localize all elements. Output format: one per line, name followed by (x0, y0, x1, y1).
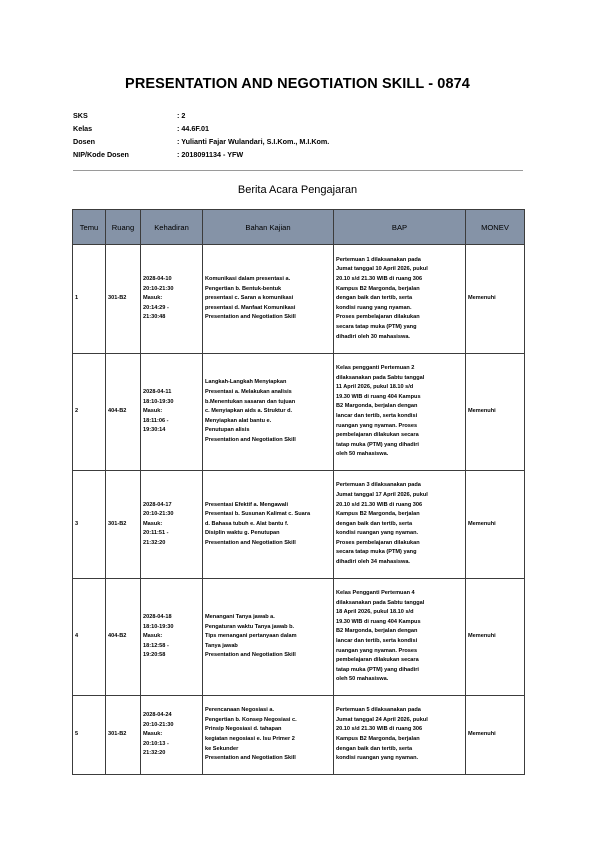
cell-kehadiran (141, 354, 203, 471)
bap-text: Pertemuan 3 dilaksanakan pada Jumat tanggal 17 April 2026, pukul 20.10 s/d 21.30 WIB di ruang 306 Kampus B2 Margonda, berjalan dengan baik dan tertib, serta kondisi ruangan yang nyaman. Proses pembelajaran dilakukan secara tatap muka (PTM) yang dihadiri oleh 34 mahasiswa. (336, 482, 428, 566)
meta-value: : 2018091134 - YFW (177, 150, 244, 159)
meta-row-nip (73, 150, 329, 163)
cell-bahan-kajian (203, 579, 334, 696)
kehadiran-text: 2028-04-11 18:10-19:30 Masuk: 18:11:06 - 19:30:14 (143, 389, 174, 434)
cell-bahan-kajian (203, 471, 334, 579)
cell-temu: 3 (73, 471, 106, 579)
column-header-ruang: Ruang (106, 210, 141, 245)
cell-temu: 4 (73, 579, 106, 696)
meta-value: : Yulianti Fajar Wulandari, S.I.Kom., M.I.Kom. (177, 137, 330, 146)
cell-bap (334, 471, 466, 579)
divider (73, 170, 523, 171)
cell-temu: 5 (73, 696, 106, 775)
cell-kehadiran (141, 471, 203, 579)
bahan-kajian-text: Komunikasi dalam presentasi a. Pengertian b. Bentuk-bentuk presentasi c. Saran a komunikasi presentasi d. Manfaat Komunikasi Presentation and Negotiation Skill (205, 276, 296, 321)
cell-monev: Memenuhi (466, 471, 525, 579)
bap-text: Pertemuan 1 dilaksanakan pada Jumat tanggal 10 April 2026, pukul 20.10 s/d 21.30 WIB di ruang 306 Kampus B2 Margonda, berjalan dengan baik dan tertib, serta kondisi ruang yang nyaman. Proses pembelajaran dilakukan secara tatap muka (PTM) yang dihadiri oleh 30 mahasiswa. (336, 256, 428, 340)
section-title: Berita Acara Pengajaran (237, 184, 358, 196)
cell-kehadiran (141, 579, 203, 696)
cell-bap (334, 354, 466, 471)
meta-value: : 2 (177, 111, 186, 120)
bahan-kajian-text: Presentasi Efektif a. Mengawali Presentasi b. Susunan Kalimat c. Suara d. Bahasa tubuh e. Alat bantu f. Disiplin waktu g. Penutupan Presentation and Negotiation Skill (205, 501, 311, 546)
cell-bahan-kajian (203, 696, 334, 775)
bap-text: Kelas pengganti Pertemuan 2 dilaksanakan pada Sabtu tanggal 11 April 2026, pukul 18.10 s/d 19.30 WIB di ruang 404 Kampus B2 Margonda, berjalan dengan lancar dan tertib, serta kondisi ruangan yang nyaman. Proses pembelajaran dilakukan secara tatap muka (PTM) yang dihadiri oleh 50 mahasiswa. (336, 365, 425, 458)
meta-row-dosen (73, 137, 329, 150)
table-row (73, 471, 525, 579)
table-row (73, 696, 525, 775)
cell-ruang: 301-B2 (106, 471, 141, 579)
column-header-bap: BAP (334, 210, 466, 245)
meta-label: NIP/Kode Dosen (73, 150, 129, 159)
cell-kehadiran (141, 696, 203, 775)
cell-bahan-kajian (203, 245, 334, 354)
kehadiran-text: 2028-04-18 18:10-19:30 Masuk: 18:12:58 - 19:20:58 (143, 614, 174, 659)
bahan-kajian-text: Perencanaan Negosiasi a. Pengertian b. Konsep Negosiasi c. Prinsip Negosiasi d. tahapan kegiatan negosiasi e. Isu Primer 2 ke Sekunder Presentation and Negotiation Skill (205, 707, 297, 762)
cell-kehadiran (141, 245, 203, 354)
table-header-row (73, 210, 525, 245)
meta-label: Kelas (73, 124, 93, 133)
column-header-kehadiran: Kehadiran (141, 210, 203, 245)
column-header-monev: MONEV (466, 210, 525, 245)
table-row (73, 354, 525, 471)
meta-value: : 44.6F.01 (177, 124, 209, 133)
table-row (73, 579, 525, 696)
table-row (73, 245, 525, 354)
meta-label: SKS (73, 111, 88, 120)
cell-ruang: 404-B2 (106, 579, 141, 696)
kehadiran-text: 2028-04-24 20:10-21:30 Masuk: 20:10:13 - 21:32:20 (143, 712, 174, 757)
cell-monev: Memenuhi (466, 579, 525, 696)
column-header-bahan-kajian: Bahan Kajian (203, 210, 334, 245)
teaching-log-table (72, 209, 525, 775)
cell-ruang: 301-B2 (106, 696, 141, 775)
cell-bap (334, 696, 466, 775)
cell-bahan-kajian (203, 354, 334, 471)
kehadiran-text: 2028-04-17 20:10-21:30 Masuk: 20:11:51 - 21:32:20 (143, 501, 174, 546)
meta-row-sks (73, 111, 329, 124)
cell-temu: 2 (73, 354, 106, 471)
cell-monev: Memenuhi (466, 354, 525, 471)
bap-text: Pertemuan 5 dilaksanakan pada Jumat tanggal 24 April 2026, pukul 20.10 s/d 21.30 WIB di ruang 306 Kampus B2 Margonda, berjalan dengan baik dan tertib, serta kondisi ruangan yang nyaman. (336, 707, 428, 762)
cell-monev: Memenuhi (466, 245, 525, 354)
cell-bap (334, 245, 466, 354)
cell-bap (334, 579, 466, 696)
course-meta (73, 111, 329, 163)
cell-ruang: 404-B2 (106, 354, 141, 471)
bahan-kajian-text: Langkah-Langkah Menyiapkan Presentasi a. Melakukan analisis b.Menentukan sasaran dan tujuan c. Menyiapkan aids a. Struktur d. Menyiapkan alat bantu e. Penutupan alisis Presentation and Negotiation Skill (205, 379, 296, 443)
column-header-temu: Temu (73, 210, 106, 245)
cell-monev: Memenuhi (466, 696, 525, 775)
bap-text: Kelas Pengganti Pertemuan 4 dilaksanakan pada Sabtu tanggal 18 April 2026, pukul 18.10 s/d 19.30 WIB di ruang 404 Kampus B2 Margonda, berjalan dengan lancar dan tertib, serta kondisi ruangan yang nyaman. Proses pembelajaran dilakukan secara tatap muka (PTM) yang dihadiri oleh 50 mahasiswa. (336, 590, 425, 683)
bahan-kajian-text: Menangani Tanya jawab a. Pengaturan waktu Tanya jawab b. Tips menangani pertanyaan dalam Tanya jawab Presentation and Negotiation Skill (205, 614, 297, 659)
kehadiran-text: 2028-04-10 20:10-21:30 Masuk: 20:14:29 - 21:30:48 (143, 276, 174, 321)
cell-ruang: 301-B2 (106, 245, 141, 354)
cell-temu: 1 (73, 245, 106, 354)
page-title: PRESENTATION AND NEGOTIATION SKILL - 0874 (125, 76, 470, 92)
meta-label: Dosen (73, 137, 95, 146)
meta-row-kelas (73, 124, 329, 137)
